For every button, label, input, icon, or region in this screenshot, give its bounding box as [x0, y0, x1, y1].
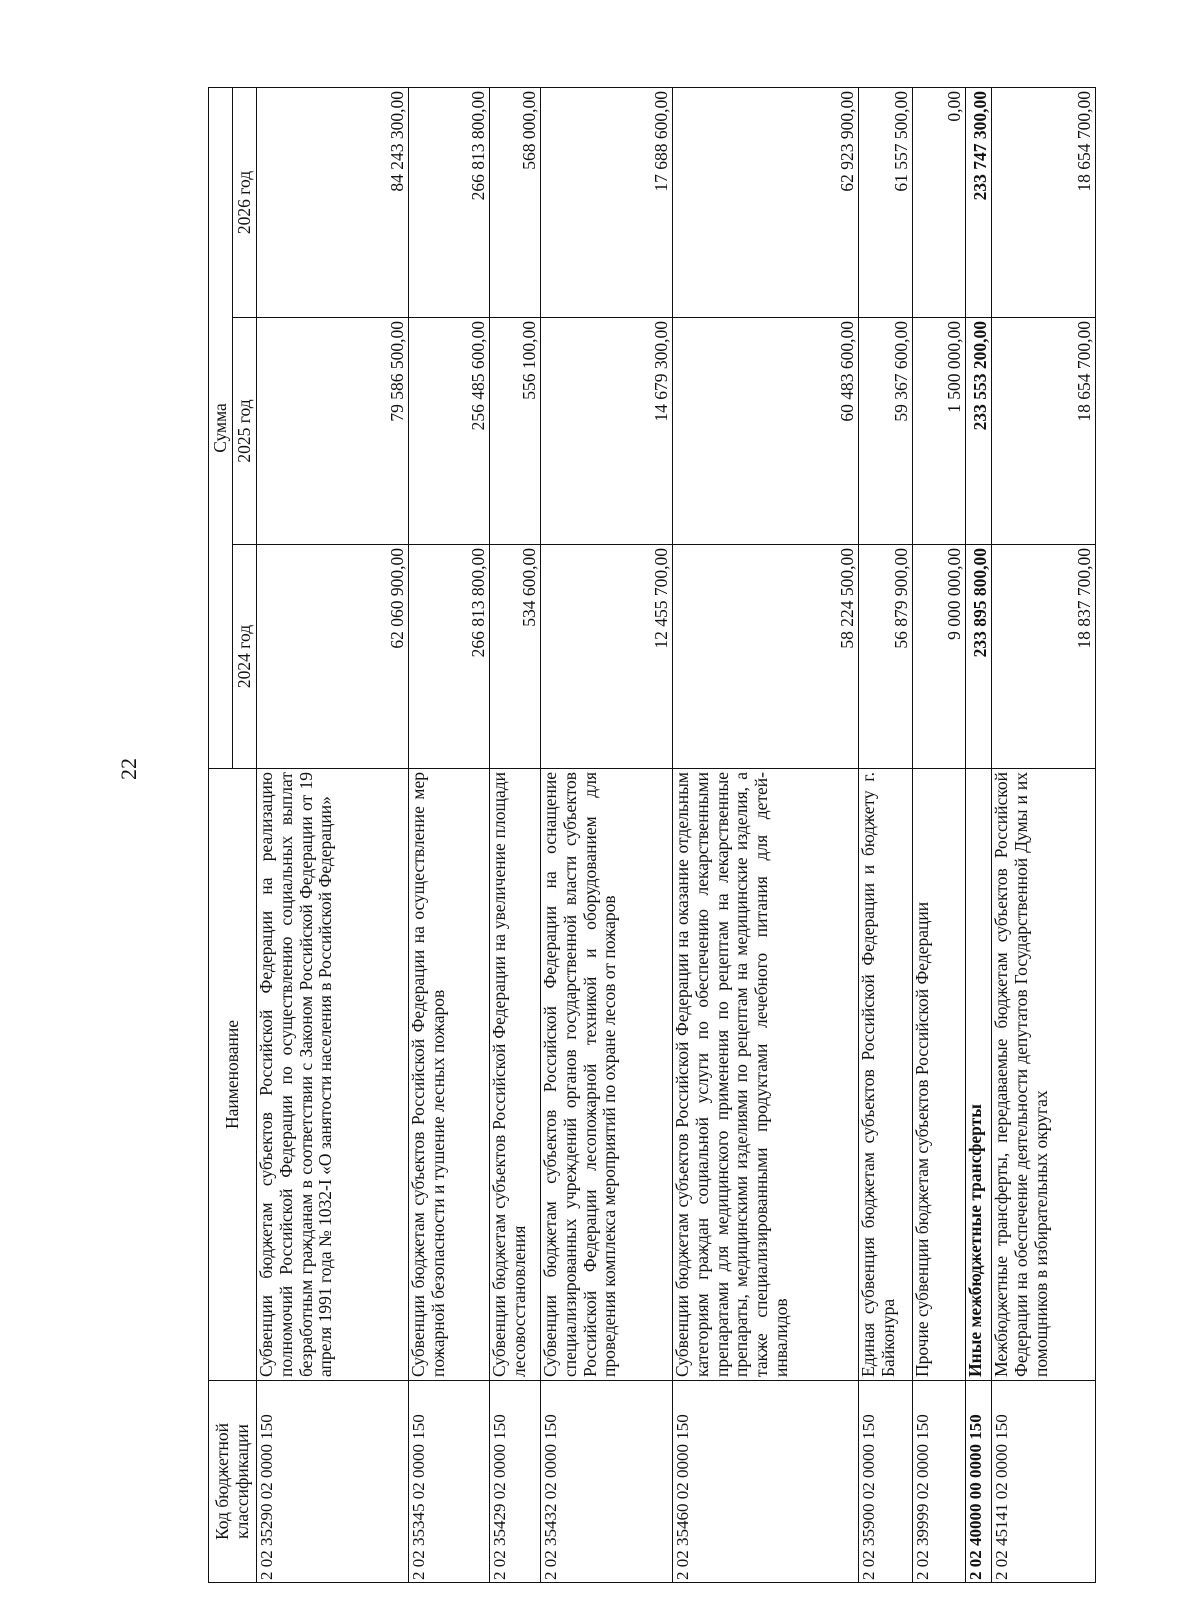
row-value-2026: 84 243 300,00 — [257, 87, 409, 317]
row-value-2025: 18 654 700,00 — [992, 318, 1096, 545]
row-name: Прочие субвенции бюджетам субъектов Российской Федерации — [913, 769, 966, 1381]
row-code: 2 02 35900 02 0000 150 — [859, 1381, 913, 1583]
row-code: 2 02 35429 02 0000 150 — [490, 1381, 541, 1583]
row-value-2025: 556 100,00 — [490, 318, 541, 545]
row-value-2025: 233 553 200,00 — [966, 318, 992, 545]
table-row — [409, 87, 490, 1582]
row-code: 2 02 35432 02 0000 150 — [541, 1381, 673, 1583]
page-number: 22 — [116, 758, 141, 780]
header-sum: Сумма — [209, 87, 233, 768]
header-name: Наименование — [209, 769, 257, 1381]
row-name: Межбюджетные трансферты, передаваемые бюджетам субъектов Российской Федерации на обеспечение деятельности депутатов Государственной Думы и их помощников в избирательных округах — [992, 769, 1096, 1381]
row-name: Субвенции бюджетам субъектов Российской Федерации на увеличение площади лесовосстановления — [490, 769, 541, 1381]
row-value-2024: 266 813 800,00 — [409, 545, 490, 769]
row-value-2024: 62 060 900,00 — [257, 545, 409, 769]
row-value-2026: 62 923 900,00 — [673, 87, 859, 317]
table-row — [257, 87, 409, 1582]
row-value-2026: 17 688 600,00 — [541, 87, 673, 317]
row-value-2026: 61 557 500,00 — [859, 87, 913, 317]
row-value-2025: 79 586 500,00 — [257, 318, 409, 545]
row-code: 2 02 35290 02 0000 150 — [257, 1381, 409, 1583]
budget-table — [208, 87, 1096, 1583]
row-value-2025: 256 485 600,00 — [409, 318, 490, 545]
row-value-2026: 0,00 — [913, 87, 966, 317]
header-2026: 2026 год — [233, 87, 257, 317]
row-value-2024: 56 879 900,00 — [859, 545, 913, 769]
row-code: 2 02 35345 02 0000 150 — [409, 1381, 490, 1583]
row-name: Субвенции бюджетам субъектов Российской Федерации на оснащение специализированных учреждений органов государственной власти субъектов Российской Федерации лесопожарной техникой и оборудованием для проведения комплекса мероприятий по охране лесов от пожаров — [541, 769, 673, 1381]
table-row — [859, 87, 913, 1582]
table-row — [992, 87, 1096, 1582]
header-2024: 2024 год — [233, 545, 257, 769]
row-value-2024: 233 895 800,00 — [966, 545, 992, 769]
table-row — [673, 87, 859, 1582]
header-code: Код бюджетной классификации — [209, 1381, 257, 1583]
row-code: 2 02 45141 02 0000 150 — [992, 1381, 1096, 1583]
row-code: 2 02 39999 02 0000 150 — [913, 1381, 966, 1583]
row-name: Единая субвенция бюджетам субъектов Российской Федерации и бюджету г. Байконура — [859, 769, 913, 1381]
row-value-2025: 14 679 300,00 — [541, 318, 673, 545]
row-value-2026: 18 654 700,00 — [992, 87, 1096, 317]
table-row-total — [966, 87, 992, 1582]
row-code: 2 02 40000 00 0000 150 — [966, 1381, 992, 1583]
row-value-2025: 1 500 000,00 — [913, 318, 966, 545]
row-value-2024: 12 455 700,00 — [541, 545, 673, 769]
row-value-2024: 9 000 000,00 — [913, 545, 966, 769]
row-value-2026: 233 747 300,00 — [966, 87, 992, 317]
row-value-2026: 266 813 800,00 — [409, 87, 490, 317]
row-value-2025: 60 483 600,00 — [673, 318, 859, 545]
budget-table-wrapper — [208, 88, 1095, 1583]
row-name: Субвенции бюджетам субъектов Российской Федерации на осуществление мер пожарной безопасности и тушение лесных пожаров — [409, 769, 490, 1381]
row-value-2025: 59 367 600,00 — [859, 318, 913, 545]
row-value-2024: 18 837 700,00 — [992, 545, 1096, 769]
row-name: Субвенции бюджетам субъектов Российской Федерации на оказание отдельным категориям граждан социальной услуги по обеспечению лекарственными препаратами для медицинского применения по рецептам на лекарственные препараты, медицинскими изделиями по рецептам на медицинские изделия, а также специализированными продуктами лечебного питания для детей-инвалидов — [673, 769, 859, 1381]
header-2025: 2025 год — [233, 318, 257, 545]
row-name: Субвенции бюджетам субъектов Российской Федерации на реализацию полномочий Российской Федерации по осуществлению социальных выплат безработным гражданам в соответствии с Законом Российской Федерации от 19 апреля 1991 года № 1032-I «О занятости населения в Российской Федерации» — [257, 769, 409, 1381]
row-name: Иные межбюджетные трансферты — [966, 769, 992, 1381]
row-code: 2 02 35460 02 0000 150 — [673, 1381, 859, 1583]
table-row — [541, 87, 673, 1582]
row-value-2026: 568 000,00 — [490, 87, 541, 317]
row-value-2024: 534 600,00 — [490, 545, 541, 769]
table-row — [913, 87, 966, 1582]
row-value-2024: 58 224 500,00 — [673, 545, 859, 769]
table-row — [490, 87, 541, 1582]
